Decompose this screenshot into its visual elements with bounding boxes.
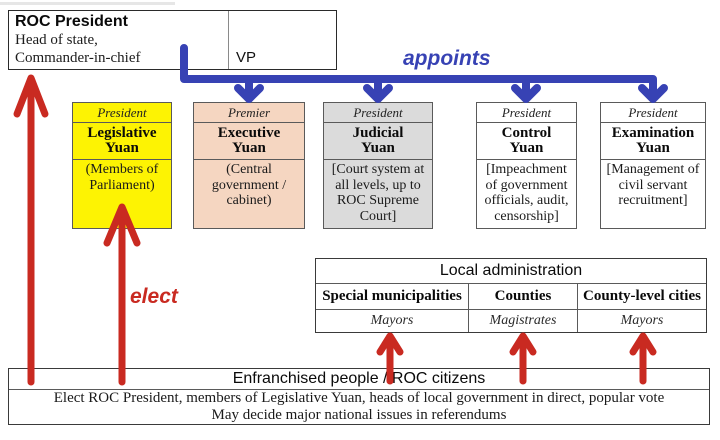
yuan-box-control [476, 102, 577, 229]
examination-yuan-title: Examination Yuan [601, 123, 705, 160]
col-header-counties: Counties [468, 284, 577, 310]
col-header-special-municipalities: Special municipalities [316, 284, 468, 310]
officials-magistrates: Magistrates [468, 310, 577, 332]
col-header-county-level-cities: County-level cities [577, 284, 706, 310]
roc-president-title: ROC President [15, 13, 128, 30]
head-of-state-line: Head of state, [15, 32, 98, 48]
judicial-yuan-body: [Court system at all levels, up to ROC Supreme Court] [331, 162, 425, 224]
executive-head-label: Premier [194, 103, 304, 123]
elect-label: elect [130, 285, 178, 308]
control-yuan-title: Control Yuan [477, 123, 576, 160]
vp-label: VP [236, 49, 257, 66]
control-yuan-body: [Impeachment of government officials, audit, censorship] [484, 162, 569, 224]
control-head-label: President [477, 103, 576, 123]
citizens-title: Enfranchised people / ROC citizens [9, 369, 709, 390]
officials-mayors-2: Mayors [577, 310, 706, 332]
legislative-head-label: President [73, 103, 171, 123]
legislative-yuan-body: (Members of Parliament) [85, 162, 159, 193]
appoints-arrowhead-judicial [367, 88, 389, 99]
judicial-head-label: President [324, 103, 432, 123]
executive-yuan-body: (Central government / cabinet) [211, 162, 287, 208]
yuan-box-executive [193, 102, 305, 229]
vp-cell [228, 11, 337, 69]
yuan-box-examination [600, 102, 706, 229]
yuan-box-legislative [72, 102, 172, 229]
elect-arrowhead-president [17, 78, 45, 114]
elect-arrowhead-cities [633, 336, 653, 352]
commander-in-chief-line: Commander-in-chief [15, 50, 141, 66]
judicial-yuan-title: Judicial Yuan [324, 123, 432, 160]
scan-artifact-line [0, 2, 175, 5]
examination-yuan-body: [Management of civil servant recruitment] [606, 162, 700, 208]
appoints-arrowhead-examination [642, 88, 664, 99]
local-admin-grid [316, 284, 706, 332]
appoints-label: appoints [403, 47, 491, 70]
legislative-yuan-title: Legislative Yuan [73, 123, 171, 160]
citizens-line2: May decide major national issues in referendums [211, 407, 507, 423]
local-admin-table [315, 258, 707, 333]
citizens-line1: Elect ROC President, members of Legislative Yuan, heads of local government in direct, popular vote [53, 390, 665, 406]
examination-head-label: President [601, 103, 705, 123]
yuan-box-judicial [323, 102, 433, 229]
appoints-arrowhead-control [515, 88, 537, 99]
roc-president-box [8, 10, 337, 70]
officials-mayors-1: Mayors [370, 313, 414, 328]
executive-yuan-title: Executive Yuan [194, 123, 304, 160]
elect-arrowhead-counties [513, 336, 533, 352]
elect-arrowhead-municipalities [380, 336, 400, 352]
citizens-box [8, 368, 710, 425]
local-admin-title: Local administration [316, 259, 706, 284]
appoints-arrowhead-executive [238, 88, 260, 99]
